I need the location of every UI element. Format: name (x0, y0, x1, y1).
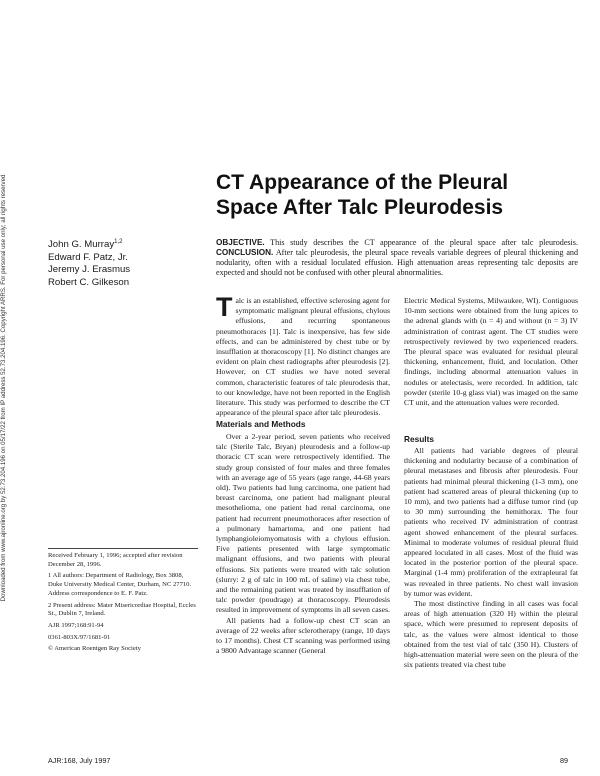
results-heading: Results (404, 434, 434, 444)
author-2: Edward F. Patz, Jr. (48, 251, 128, 263)
materials-column (216, 432, 390, 656)
title-line-1: CT Appearance of the Pleural (216, 171, 509, 194)
received-note: Received February 1, 1996; accepted after revision December 28, 1996. (48, 552, 183, 568)
affiliation-note: 1 All authors: Department of Radiology, Box 3808, Duke University Medical Center, Durham, NC 27710. Address correspondence to E. F. Patz. (48, 572, 192, 597)
footnotes (48, 552, 198, 657)
conclusion-text: After talc pleurodesis, the pleural space reveals variable degrees of pleural thickening and nodularity, often with a residual loculated effusion. High attenuation areas representing talc deposits are expected and should not be confused with other pleural abnormalities. (216, 247, 579, 277)
materials-paragraph-2: All patients had a follow-up chest CT scan an average of 22 weeks after sclerotherapy (range, 10 days to 17 months). Chest CT scanning was performed using a 9800 Advantage scanner (General (216, 615, 390, 656)
abstract (216, 238, 578, 278)
ajr-citation-code: AJR 1997;168:91-94 (48, 621, 104, 629)
author-4: Robert C. Gilkeson (48, 276, 130, 288)
results-paragraph-1: All patients had variable degrees of pleural thickening and nodularity because of a combination of pleural metastases and fibrosis after pleurodesis. Four patients had minimal pleural thickening (1-3 mm), one patient had scattered areas of pleural thickening (up to 10 mm), and two patients had a diffuse tumor rind (up to 30 mm) surrounding the hemithorax. The four patients who received IV administration of contrast agent showed enhancement of the pleural surfaces. Minimal to moderate volumes of residual pleural fluid appeared loculated in all cases. Most of the fluid was located in the posterior portion of the pleural space. Marginal (1-4 mm) proliferation of the extrapleural fat was revealed in three patients. No chest wall invasion by tumor was evident. (404, 446, 578, 598)
author-3: Jeremy J. Erasmus (48, 264, 131, 276)
article-title (216, 170, 576, 220)
conclusion-label: CONCLUSION. (216, 247, 274, 257)
methods-paragraph-continued: Electric Medical Systems, Milwaukee, WI). Contiguous 10-mm sections were obtained from the lung apices to the adrenal glands with (n = 4) and without (n = 3) IV administration of contrast agent. The CT studies were retrospectively reviewed by two experienced readers. The pleural space was evaluated for residual pleural thickening, enhancement, fluid, and loculation. Other findings, including abnormal attenuation values in nodules or atelectasis, were recorded. In addition, talc powder (sterile 10-g glass vial) was imaged on the same CT unit, and the attenuation values were recorded. (404, 296, 578, 408)
author-list (48, 236, 198, 290)
watermark-text: Downloaded from www.ajronline.org by 52.73.204.196 on 05/17/22 from IP address 52.73.204.196. Copyright ARRS. For personal use only; all rights reserved (0, 174, 7, 602)
materials-heading: Materials and Methods (216, 419, 306, 429)
author-1: John G. Murray$^{1,2}$ (48, 239, 123, 251)
copyright-note: © American Roentgen Ray Society (48, 645, 141, 653)
intro-column (216, 292, 390, 418)
intro-paragraph: alc is an established, effective sclerosing agent for symptomatic malignant pleural effusions, chylous effusions, and recurring spontaneous pneumothoraces [1]. Talc is inexpensive, has few side effects, and can be administered by chest tube or by insufflation at thoracoscopy [1]. No distinct changes are evident on plain chest radiographs after pleurodesis [2]. However, on CT studies we have noted several common, characteristic features of talc pleurodesis that, to our knowledge, have not been reported in the English literature. This study was performed to describe the CT appearance of the pleural space after talc pleurodesis. (216, 296, 390, 418)
objective-label: OBJECTIVE. (216, 238, 265, 247)
issn-code: 0361-803X/97/1681-91 (48, 633, 111, 641)
page-number: 89 (560, 756, 568, 765)
results-paragraph-2: The most distinctive finding in all cases was focal areas of high attenuation (320 H) within the pleural space, which were presumed to represent deposits of talc, as the values were almost identical to those obtained from the test vial of talc (350 H). Clusters of high-attenuation material were seen on the pleura of the six patients treated via chest tube (404, 599, 578, 670)
download-watermark (0, 0, 12, 776)
materials-paragraph-1: Over a 2-year period, seven patients who received talc (Sterile Talc, Bryan) pleurodesis and a follow-up thoracic CT scan were retrospectively identified. The study group consisted of four males and three females with an average age of 55 years (age range, 44-68 years old). Two patients had lung carcinoma, one patient had breast carcinoma, one patient had malignant pleural mesothelioma, one patient had renal carcinoma, one patient had recurrent pneumothoraces after resection of a pulmonary hamartoma, and one patient had lymphangioleiomyomatosis with a chylous effusion. Five patients presented with large symptomatic malignant effusions, and two patients with pleural effusions. Six patients were treated with talc solution (slurry: 2 g of talc in 100 mL of saline) via chest tube, and the remaining patient was treated by insufflation of talc powder (poudrage) at thoracoscopy. Pleurodesis resulted in improvement of symptoms in all seven cases. (216, 432, 391, 615)
present-address-note: 2 Present address: Mater Misericordiae Hospital, Eccles St., Dublin 7, Ireland. (48, 601, 196, 618)
objective-text: This study describes the CT appearance of the pleural space after talc pleurodesis. (270, 238, 578, 247)
journal-footer: AJR:168, July 1997 (48, 756, 111, 765)
footnote-divider (48, 548, 198, 549)
results-column (404, 446, 578, 670)
title-line-2: Space After Talc Pleurodesis (216, 196, 504, 219)
methods-continued-column (404, 296, 578, 408)
dropcap-letter: T (216, 292, 233, 322)
